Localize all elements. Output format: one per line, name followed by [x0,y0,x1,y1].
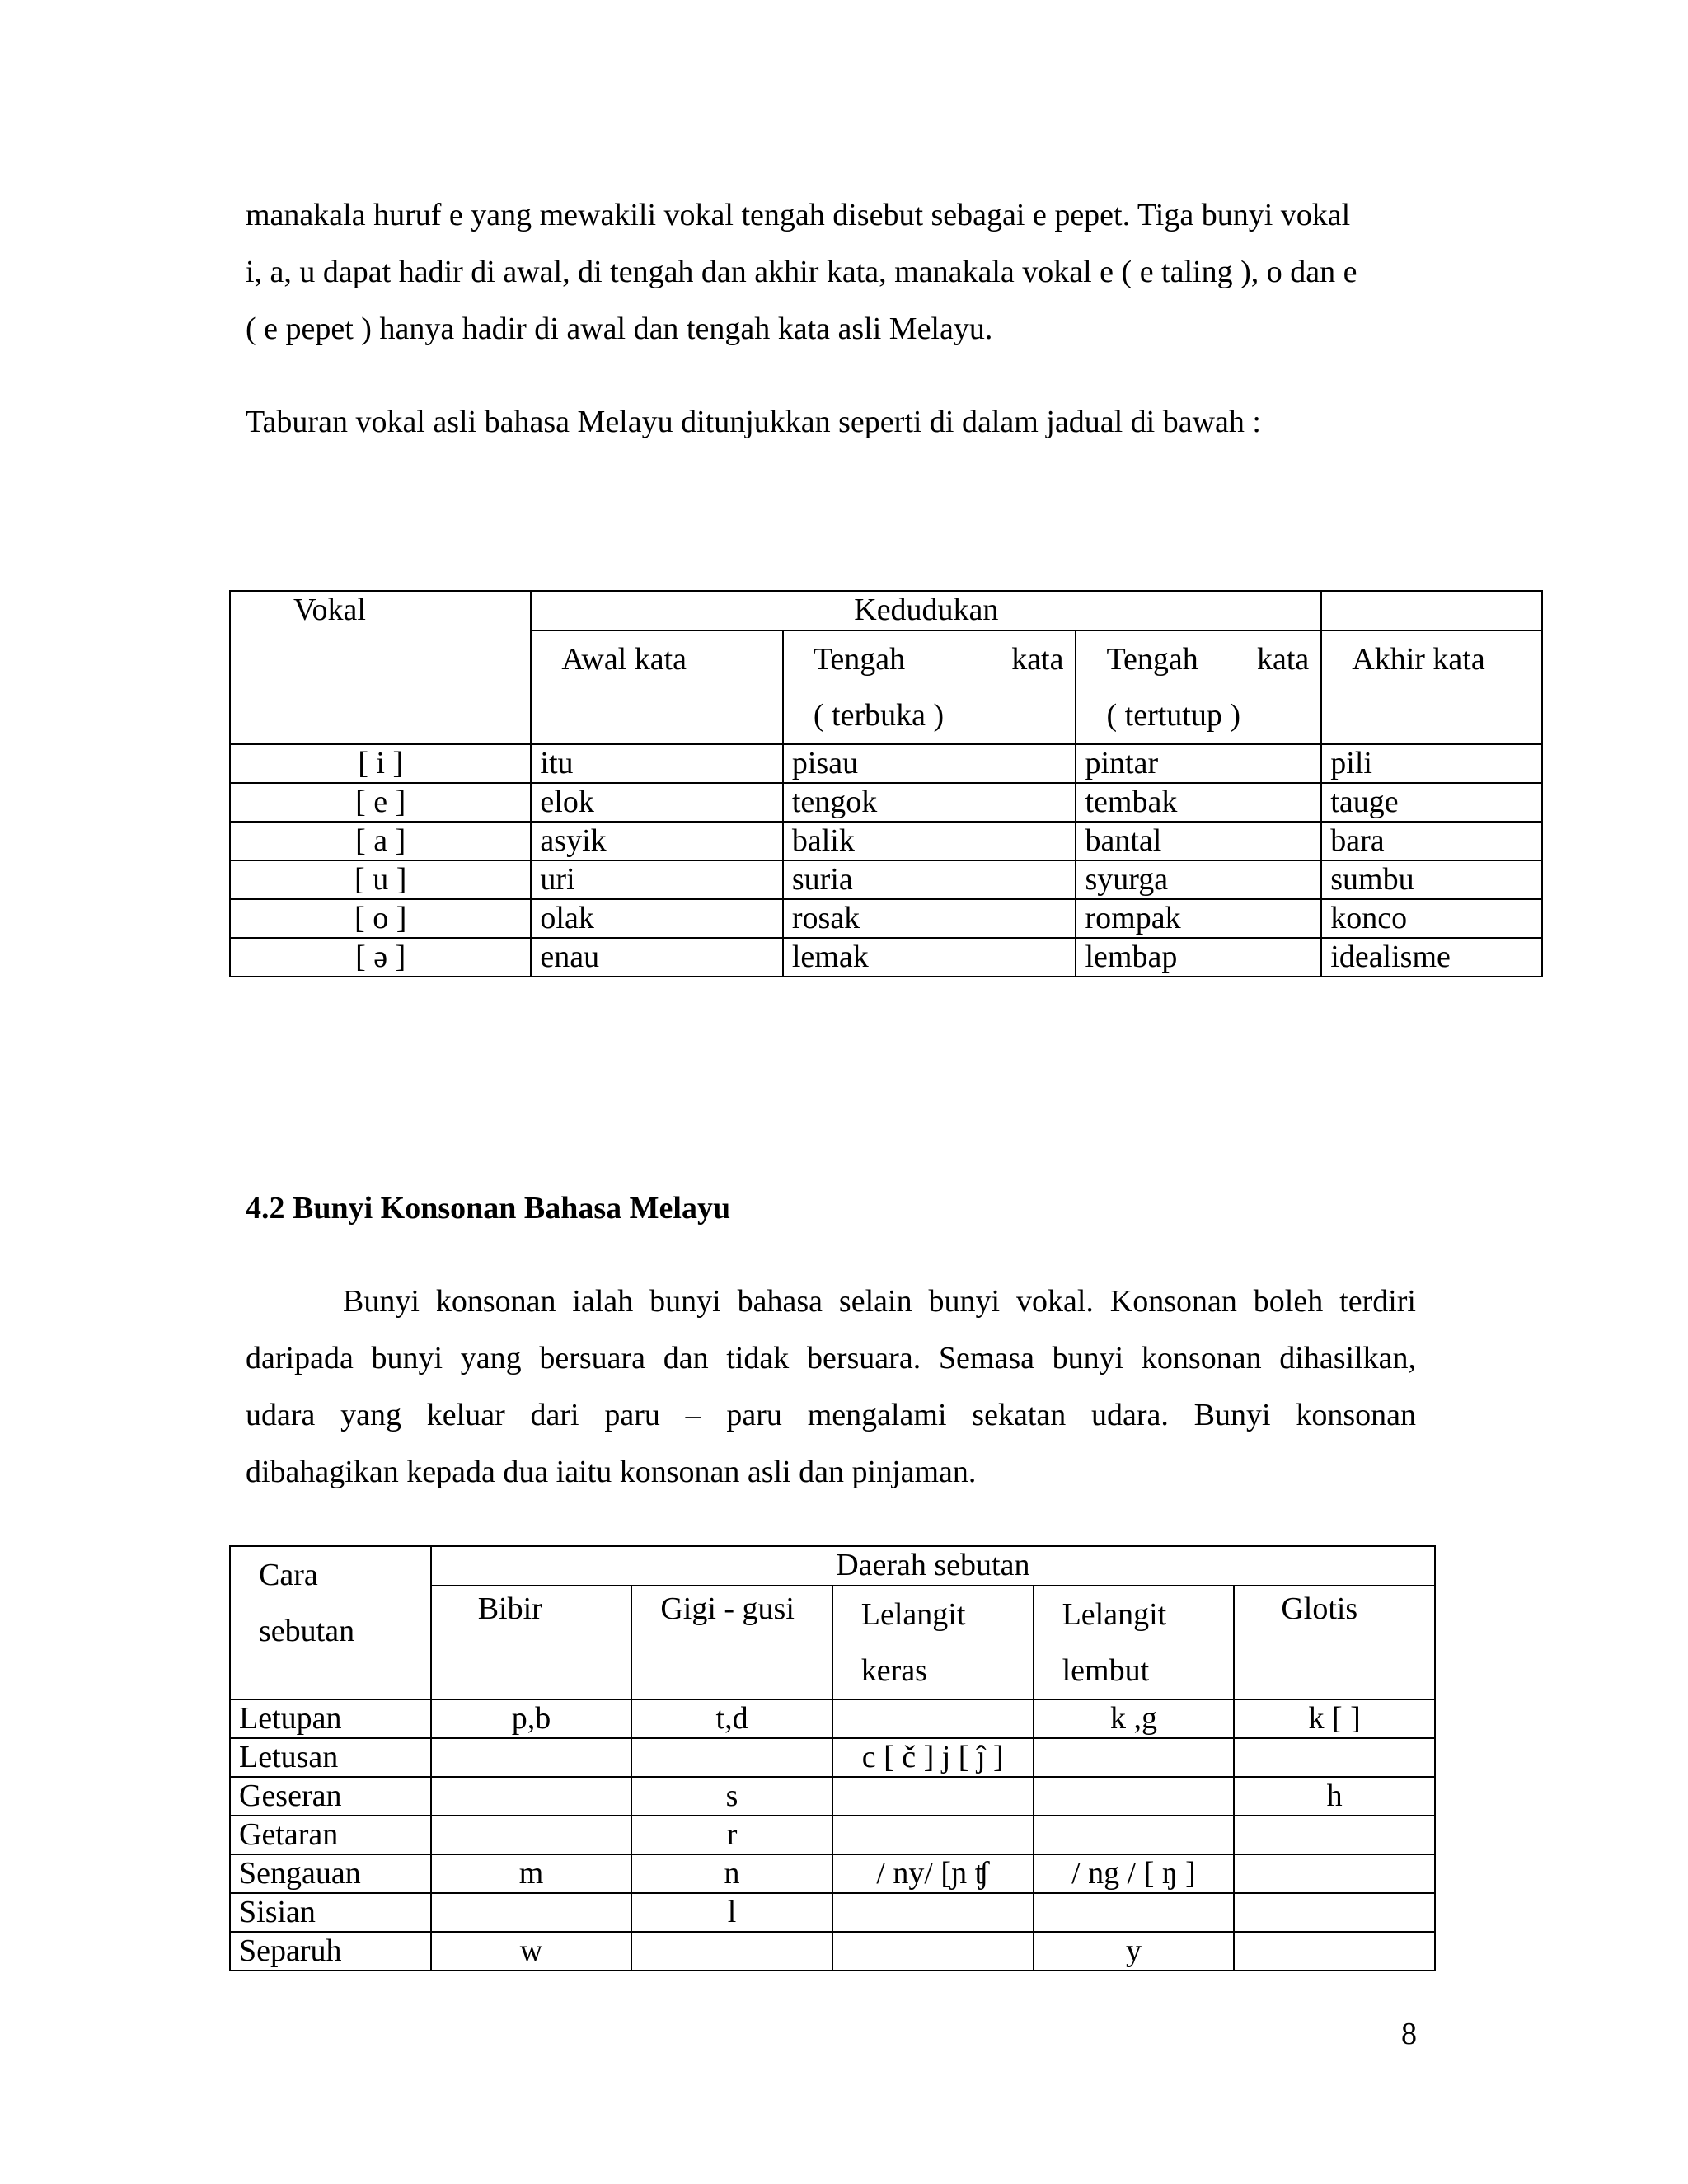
table-row: [ o ] olak rosak rompak konco [230,899,1542,938]
table-row: Letusan c [ č ] j [ ĵ ] [230,1738,1435,1777]
col-gigi-gusi: Gigi - gusi [631,1586,832,1699]
section-heading: 4.2 Bunyi Konsonan Bahasa Melayu [246,1191,731,1226]
consonant-table [229,1545,1436,1971]
header-cara-sebutan: Cara sebutan [230,1546,431,1699]
section-line: udara yang keluar dari paru – paru mengalami sekatan udara. Bunyi konsonan [246,1398,1416,1432]
header-vokal: Vokal [230,591,531,744]
intro-line: i, a, u dapat hadir di awal, di tengah dan akhir kata, manakala vokal e ( e taling ), o dan e [246,255,1357,289]
table-row: Sengauan m n / ny/ [ɲ ʧ / ng / [ ŋ ] [230,1854,1435,1893]
col-tengah-tertutup: Tengah kata ( tertutup ) [1076,630,1321,744]
section-paragraph [246,1273,1416,1501]
intro-line: ( e pepet ) hanya hadir di awal dan tengah kata asli Melayu. [246,312,993,346]
col-bibir: Bibir [431,1586,632,1699]
header-daerah-sebutan: Daerah sebutan [431,1546,1435,1586]
col-awal-kata: Awal kata [531,630,782,744]
table-row: [ ə ] enau lemak lembap idealisme [230,938,1542,977]
table-row: [ i ] itu pisau pintar pili [230,744,1542,783]
vowel-table [229,590,1543,977]
col-akhir-kata: Akhir kata [1321,630,1542,744]
table-row: Separuh w y [230,1932,1435,1971]
table-row: Sisian l [230,1893,1435,1932]
table-intro: Taburan vokal asli bahasa Melayu ditunjukkan seperti di dalam jadual di bawah : [246,405,1261,439]
header-kedudukan: Kedudukan [531,591,1321,630]
page-number: 8 [1401,2017,1417,2051]
header-empty [1321,591,1542,630]
table-row: Letupan p,b t,d k ,g k [ ] [230,1699,1435,1738]
section-line: Bunyi konsonan ialah bunyi bahasa selain bunyi vokal. Konsonan boleh terdiri [343,1284,1416,1319]
col-glotis: Glotis [1234,1586,1435,1699]
table-row: [ u ] uri suria syurga sumbu [230,860,1542,899]
col-tengah-terbuka: Tengah kata ( terbuka ) [783,630,1076,744]
table-row: [ e ] elok tengok tembak tauge [230,783,1542,822]
table-row: [ a ] asyik balik bantal bara [230,822,1542,860]
col-lelangit-keras: Lelangit keras [832,1586,1034,1699]
section-line: daripada bunyi yang bersuara dan tidak bersuara. Semasa bunyi konsonan dihasilkan, [246,1341,1416,1376]
table-row: Getaran r [230,1816,1435,1854]
section-line: dibahagikan kepada dua iaitu konsonan asli dan pinjaman. [246,1455,977,1489]
col-lelangit-lembut: Lelangit lembut [1034,1586,1235,1699]
intro-line: manakala huruf e yang mewakili vokal tengah disebut sebagai e pepet. Tiga bunyi vokal [246,198,1351,232]
table-row: Geseran s h [230,1777,1435,1816]
intro-paragraph [246,187,1416,358]
